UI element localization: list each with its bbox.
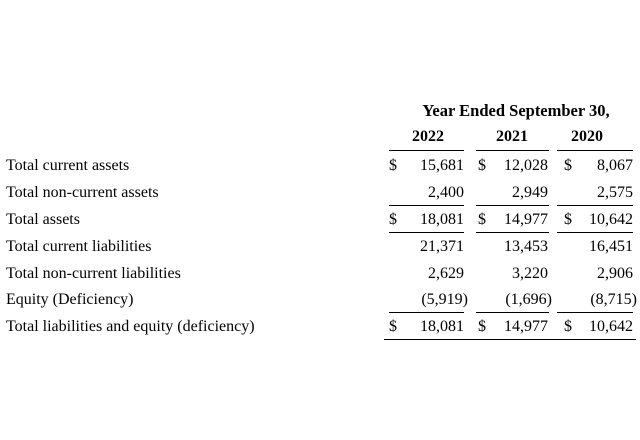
value-2021: 3,220 [512,265,548,282]
value-2022: 21,371 [420,238,464,255]
value-2021: (1,696) [505,291,552,308]
value-2021: 14,977 [504,318,548,335]
subtotal-rule-2020 [557,205,633,206]
total-rule-2022 [389,232,464,233]
currency-symbol: $ [478,211,486,228]
value-2021: 14,977 [504,211,548,228]
grand-total-rule [384,339,636,340]
subtotal-rule-2021 [476,312,549,313]
row-label: Equity (Deficiency) [6,291,134,308]
value-2022: 18,081 [420,211,464,228]
currency-symbol: $ [389,318,397,335]
currency-symbol: $ [478,318,486,335]
row-label: Total current liabilities [6,238,152,255]
subtotal-rule-2021 [476,205,549,206]
column-header-2022: 2022 [412,128,444,145]
currency-symbol: $ [389,157,397,174]
value-2021: 12,028 [504,157,548,174]
row-label: Total liabilities and equity (deficiency) [6,318,255,335]
row-label: Total non-current assets [6,184,159,201]
header-rule-2022 [389,150,464,151]
value-2022: 2,629 [428,265,464,282]
value-2022: 18,081 [420,318,464,335]
currency-symbol: $ [564,157,572,174]
column-header-2021: 2021 [496,128,528,145]
total-rule-2020 [557,232,633,233]
header-rule-2021 [476,150,549,151]
row-label: Total current assets [6,157,130,174]
currency-symbol: $ [478,157,486,174]
currency-symbol: $ [564,318,572,335]
value-2020: 16,451 [589,238,633,255]
row-label: Total non-current liabilities [6,265,181,282]
value-2021: 2,949 [512,184,548,201]
value-2020: 10,642 [589,318,633,335]
row-label: Total assets [6,211,80,228]
currency-symbol: $ [389,211,397,228]
value-2022: 2,400 [428,184,464,201]
table-header-title: Year Ended September 30, [422,101,610,120]
value-2021: 13,453 [504,238,548,255]
value-2022: 15,681 [420,157,464,174]
value-2020: 8,067 [597,157,633,174]
value-2020: (8,715) [590,291,637,308]
header-rule-2020 [557,150,633,151]
column-header-2020: 2020 [571,128,603,145]
subtotal-rule-2020 [557,312,633,313]
value-2022: (5,919) [421,291,468,308]
total-rule-2021 [476,232,549,233]
value-2020: 2,906 [597,265,633,282]
currency-symbol: $ [564,211,572,228]
subtotal-rule-2022 [389,312,464,313]
subtotal-rule-2022 [389,205,464,206]
value-2020: 2,575 [597,184,633,201]
value-2020: 10,642 [589,211,633,228]
